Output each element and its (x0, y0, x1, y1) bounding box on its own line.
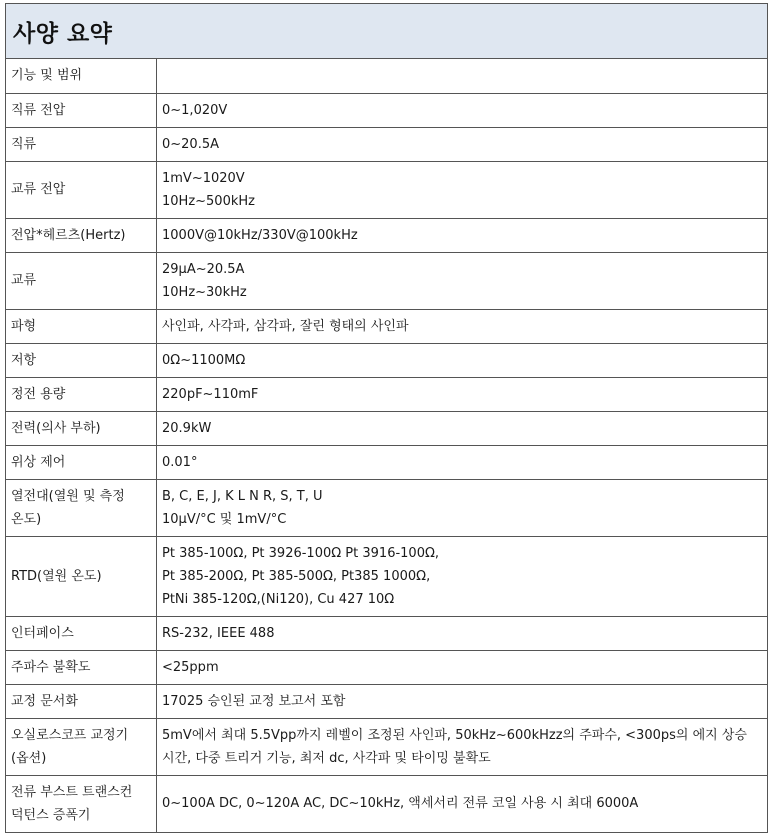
spec-value: 1mV~1020V (162, 170, 245, 186)
spec-label-cell (6, 616, 157, 650)
spec-value-cell (157, 718, 768, 775)
spec-value: 10Hz~500kHz (162, 193, 255, 209)
spec-value: 5mV에서 최대 5.5Vpp까지 레벨이 조정된 사인파, 50kHz~600kHzz의 주파수, <300ps의 에지 상승 (162, 727, 747, 743)
spec-label-cell (6, 377, 157, 411)
spec-value: PtNi 385-120Ω,(Ni120), Cu 427 10Ω (162, 591, 395, 607)
spec-value: 사인파, 사각파, 삼각파, 잘린 형태의 사인파 (162, 318, 409, 334)
spec-label: 파형 (11, 318, 37, 334)
spec-label: 직류 (11, 136, 37, 152)
spec-value: <25ppm (162, 659, 219, 675)
spec-value-cell (157, 218, 768, 252)
spec-label-cell (6, 411, 157, 445)
spec-label: 저항 (11, 352, 37, 368)
spec-value-cell (157, 536, 768, 616)
spec-label-cell (6, 309, 157, 343)
spec-label-cell (6, 127, 157, 161)
table-row (6, 377, 767, 411)
spec-label-cell (6, 445, 157, 479)
spec-value: 0.01° (162, 454, 198, 470)
spec-value: B, C, E, J, K L N R, S, T, U (162, 488, 323, 504)
spec-label: 덕턴스 증폭기 (11, 807, 91, 823)
table-row (6, 718, 767, 775)
spec-value: 220pF~110mF (162, 386, 259, 402)
spec-value-cell (157, 411, 768, 445)
table-row (6, 127, 767, 161)
spec-value-cell (157, 616, 768, 650)
spec-label-cell (6, 218, 157, 252)
table-row (6, 479, 767, 536)
spec-label-cell (6, 775, 157, 832)
spec-value: 시간, 다중 트리거 기능, 최저 dc, 사각파 및 타이밍 불확도 (162, 750, 491, 766)
spec-value: 10Hz~30kHz (162, 284, 247, 300)
table-row (6, 343, 767, 377)
table-row (6, 309, 767, 343)
spec-value: Pt 385-200Ω, Pt 385-500Ω, Pt385 1000Ω, (162, 568, 431, 584)
spec-value-cell (157, 309, 768, 343)
spec-value-cell (157, 93, 768, 127)
spec-value: RS-232, IEEE 488 (162, 625, 275, 641)
spec-label-cell (6, 59, 157, 93)
spec-value-cell (157, 252, 768, 309)
spec-label-cell (6, 343, 157, 377)
table-row (6, 218, 767, 252)
spec-label-cell (6, 684, 157, 718)
spec-label: 오실로스코프 교정기 (11, 727, 129, 743)
table-row (6, 93, 767, 127)
spec-label: (옵션) (11, 750, 47, 766)
spec-label: 위상 제어 (11, 454, 66, 470)
spec-label-cell (6, 479, 157, 536)
spec-value: 0~20.5A (162, 136, 220, 152)
spec-value-cell (157, 650, 768, 684)
spec-label-cell (6, 161, 157, 218)
spec-summary-header (6, 4, 767, 59)
spec-value-cell (157, 127, 768, 161)
table-row (6, 445, 767, 479)
spec-label: 온도) (11, 511, 42, 527)
table-row (6, 536, 767, 616)
spec-label: 전력(의사 부하) (11, 420, 101, 436)
spec-label: 열전대(열원 및 측정 (11, 488, 125, 504)
spec-label-cell (6, 650, 157, 684)
spec-value-cell (157, 377, 768, 411)
spec-value: 0Ω~1100MΩ (162, 352, 246, 368)
spec-label: 전압*헤르츠(Hertz) (11, 227, 126, 243)
table-row (6, 161, 767, 218)
spec-label-cell (6, 718, 157, 775)
spec-value-cell (157, 161, 768, 218)
spec-label-cell (6, 536, 157, 616)
spec-label-cell (6, 93, 157, 127)
spec-value: Pt 385-100Ω, Pt 3926-100Ω Pt 3916-100Ω, (162, 545, 440, 561)
spec-label: 주파수 불확도 (11, 659, 91, 675)
table-row (6, 616, 767, 650)
spec-label: 인터페이스 (11, 625, 74, 641)
spec-table (6, 59, 767, 832)
table-row (6, 411, 767, 445)
spec-value: 29µA~20.5A (162, 261, 245, 277)
spec-value: 0~1,020V (162, 102, 228, 118)
spec-label-cell (6, 252, 157, 309)
spec-label: 직류 전압 (11, 102, 66, 118)
spec-value-cell (157, 479, 768, 536)
spec-value-cell (157, 684, 768, 718)
spec-label: 교정 문서화 (11, 693, 78, 709)
page-title: 사양 요약 (13, 20, 113, 47)
spec-value-cell (157, 775, 768, 832)
spec-value-cell (157, 343, 768, 377)
spec-value: 20.9kW (162, 420, 212, 436)
table-row (6, 252, 767, 309)
spec-label: RTD(열원 온도) (11, 568, 102, 584)
spec-summary-panel (5, 3, 768, 833)
table-row (6, 650, 767, 684)
spec-label: 정전 용량 (11, 386, 66, 402)
table-row (6, 775, 767, 832)
spec-value: 17025 승인된 교정 보고서 포함 (162, 693, 346, 709)
spec-label: 기능 및 범위 (11, 68, 83, 84)
spec-value-cell (157, 445, 768, 479)
table-row (6, 59, 767, 93)
spec-label: 교류 전압 (11, 182, 66, 197)
spec-label: 전류 부스트 트랜스컨 (11, 784, 133, 800)
spec-value: 10µV/°C 및 1mV/°C (162, 511, 287, 527)
table-row (6, 684, 767, 718)
spec-label: 교류 (11, 273, 37, 288)
spec-value: 0~100A DC, 0~120A AC, DC~10kHz, 액세서리 전류 코일 사용 시 최대 6000A (162, 796, 639, 812)
spec-value: 1000V@10kHz/330V@100kHz (162, 227, 358, 243)
spec-value-cell (157, 59, 768, 93)
